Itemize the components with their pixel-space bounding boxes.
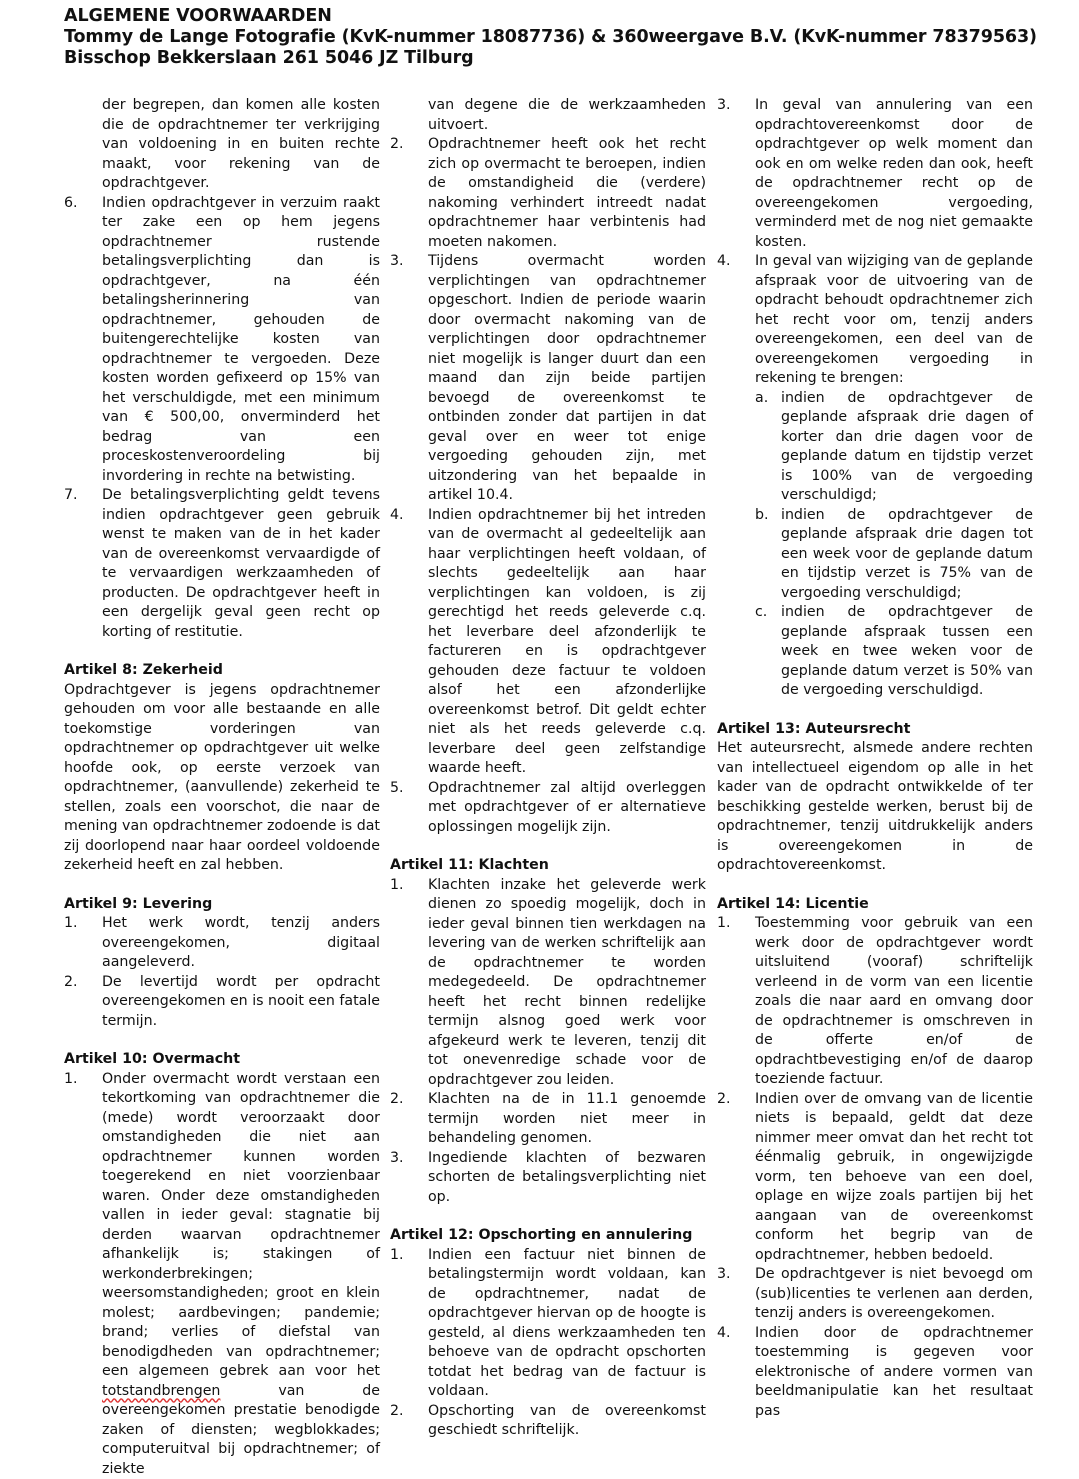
list-text: Klachten inzake het geleverde werk dienen zo spoedig mogelijk, doch in ieder geval binnen tien werkdagen na levering van de werken schriftelijk aan de opdrachtnemer te worden medegedeeld. De opdrachtnemer heeft het recht binnen redelijke termijn alsnog goed werk voor afgekeurd werk te leveren, tenzij dit tot onevenredige schade voor de opdrachtgever zou leiden. [428, 876, 706, 1091]
list-item [717, 1324, 1033, 1422]
sub-list-letter: b. [755, 506, 781, 604]
list-item [390, 252, 706, 506]
list-item [390, 1402, 706, 1441]
column-1 [64, 96, 380, 1479]
list-item [64, 1070, 380, 1479]
article-12-heading: Artikel 12: Opschorting en annulering [390, 1226, 706, 1246]
list-item [717, 1265, 1033, 1324]
list-number: 2. [64, 973, 102, 1032]
list-text: Indien opdrachtgever in verzuim raakt ter zake een op hem jegens opdrachtnemer rustende betalingsverplichting dan is opdrachtgever, na één betalingsherinnering van opdrachtnemer, gehouden de buitengerechtelijke kosten van opdrachtnemer te vergoeden. Deze kosten worden gefixeerd op 15% van het verschuldigde, met een minimum van € 500,00, onverminderd het bedrag van een proceskostenveroordeling bij invordering in rechte na betwisting. [102, 194, 380, 487]
list-item [717, 252, 1033, 389]
sub-list-letter: c. [755, 603, 781, 701]
column-3 [717, 96, 1033, 1421]
column-2 [390, 96, 706, 1441]
list-item [64, 194, 380, 487]
continued-text: van degene die de werkzaamheden uitvoert. [390, 96, 706, 135]
list-item [717, 914, 1033, 1090]
continued-text: der begrepen, dan komen alle kosten die de opdrachtnemer ter verkrijging van voldoening in en buiten rechte maakt, voor rekening van de opdrachtgever. [64, 96, 380, 194]
list-number: 4. [390, 506, 428, 779]
sub-list-letter: a. [755, 389, 781, 506]
list-number: 3. [390, 252, 428, 506]
list-text: Indien over de omvang van de licentie niets is bepaald, geldt dat deze nimmer meer omvat dan het recht tot éénmalig gebruik, in ongewijzigde vorm, ten behoeve van een doel, oplage en wijze zoals partijen bij het aangaan van de overeenkomst conform het begrip van de opdrachtnemer, hebben bedoeld. [755, 1090, 1033, 1266]
article-8-heading: Artikel 8: Zekerheid [64, 661, 380, 681]
list-text: Klachten na de in 11.1 genoemde termijn worden niet meer in behandeling genomen. [428, 1090, 706, 1149]
document-title: ALGEMENE VOORWAARDEN [64, 6, 1064, 27]
list-number: 5. [390, 779, 428, 838]
list-number: 1. [717, 914, 755, 1090]
list-number: 2. [717, 1090, 755, 1266]
list-item [390, 1149, 706, 1208]
document-header [64, 6, 1064, 69]
list-text: Opdrachtnemer heeft ook het recht zich op overmacht te beroepen, indien de omstandigheid die (verdere) nakoming verhindert intreedt nadat opdrachtnemer haar verbintenis had moeten nakomen. [428, 135, 706, 252]
list-number: 1. [64, 1070, 102, 1479]
list-item [64, 973, 380, 1032]
list-item [390, 1246, 706, 1402]
company-line: Tommy de Lange Fotografie (KvK-nummer 18087736) & 360weergave B.V. (KvK-nummer 78379563) [64, 27, 1064, 48]
list-number: 1. [390, 876, 428, 1091]
address-line: Bisschop Bekkerslaan 261 5046 JZ Tilburg [64, 48, 1064, 69]
list-text: Toestemming voor gebruik van een werk door de opdrachtgever wordt uitsluitend (vooraf) schriftelijk verleend in de vorm van een licentie zoals die naar aard en omvang door de opdrachtnemer is omschreven in de offerte en/of de opdrachtbevestiging en/of de daarop toeziende factuur. [755, 914, 1033, 1090]
list-number: 7. [64, 486, 102, 642]
article-10-heading: Artikel 10: Overmacht [64, 1050, 380, 1070]
list-item [64, 486, 380, 642]
list-text: Opdrachtnemer zal altijd overleggen met opdrachtgever of er alternatieve oplossingen mogelijk zijn. [428, 779, 706, 838]
sub-list-item [717, 506, 1033, 604]
list-number: 3. [717, 1265, 755, 1324]
list-text [102, 1070, 380, 1479]
list-text: Indien door de opdrachtnemer toestemming is gegeven voor elektronische of andere vormen van beeldmanipulatie kan het resultaat pas [755, 1324, 1033, 1422]
list-number: 2. [390, 1402, 428, 1441]
list-number: 3. [717, 96, 755, 252]
list-text: De betalingsverplichting geldt tevens indien opdrachtgever geen gebruik wenst te maken van de in het kader van de overeenkomst vervaardigde of te vervaardigen werkzaamheden of producten. De opdrachtgever heeft in een dergelijk geval geen recht op korting of restitutie. [102, 486, 380, 642]
sub-list-text: indien de opdrachtgever de geplande afspraak drie dagen tot een week voor de geplande datum en tijdstip verzet is 75% van de vergoeding verschuldigd; [781, 506, 1033, 604]
spellcheck-word[interactable]: totstandbrengen [102, 1383, 220, 1399]
list-item [390, 779, 706, 838]
list-item [64, 914, 380, 973]
sub-list-text: indien de opdrachtgever de geplande afspraak drie dagen of korter dan drie dagen voor de geplande datum en tijdstip verzet is 100% van de vergoeding verschuldigd; [781, 389, 1033, 506]
sub-list-text: indien de opdrachtgever de geplande afspraak tussen een week en twee weken voor de geplande datum verzet is 50% van de vergoeding verschuldigd. [781, 603, 1033, 701]
list-text: In geval van wijziging van de geplande afspraak voor de uitvoering van de opdracht behoudt opdrachtnemer zich het recht voor om, tenzij anders overeengekomen, een deel van de overeengekomen vergoeding in rekening te brengen: [755, 252, 1033, 389]
article-11-heading: Artikel 11: Klachten [390, 856, 706, 876]
list-number: 4. [717, 252, 755, 389]
list-text: De opdrachtgever is niet bevoegd om (sub)licenties te verlenen aan derden, tenzij anders is overeengekomen. [755, 1265, 1033, 1324]
list-number: 2. [390, 135, 428, 252]
list-number: 1. [390, 1246, 428, 1402]
list-number: 3. [390, 1149, 428, 1208]
list-text: Indien opdrachtnemer bij het intreden van de overmacht al gedeeltelijk aan haar verplichtingen heeft voldaan, of slechts gedeeltelijk aan haar verplichtingen kan voldoen, is zij gerechtigd het reeds geleverde c.q. het leverbare deel afzonderlijk te factureren en is opdrachtgever gehouden deze factuur te voldoen alsof het een afzonderlijke overeenkomst betrof. Dit geldt echter niet als het reeds geleverde c.q. leverbare deel geen zelfstandige waarde heeft. [428, 506, 706, 779]
list-item [390, 1090, 706, 1149]
article-14-heading: Artikel 14: Licentie [717, 895, 1033, 915]
list-number: 6. [64, 194, 102, 487]
list-number: 4. [717, 1324, 755, 1422]
list-text: De levertijd wordt per opdracht overeengekomen en is nooit een fatale termijn. [102, 973, 380, 1032]
sub-list-item [717, 603, 1033, 701]
article-8-text: Opdrachtgever is jegens opdrachtnemer gehouden om voor alle bestaande en alle toekomstige vorderingen van opdrachtnemer op opdrachtgever uit welke hoofde ook, op eerste verzoek van opdrachtnemer, (aanvullende) zekerheid te stellen, zoals een voorschot, die naar de mening van opdrachtnemer zodoende is dat zij doorlopend naar haar oordeel voldoende zekerheid heeft en zal hebben. [64, 681, 380, 876]
sub-list-item [717, 389, 1033, 506]
list-text: In geval van annulering van een opdrachtovereenkomst door de opdrachtgever op welk moment dan ook en om welke reden dan ook, heeft de opdrachtnemer recht op de overeengekomen vergoeding, verminderd met de nog niet gemaakte kosten. [755, 96, 1033, 252]
list-text: Indien een factuur niet binnen de betalingstermijn wordt voldaan, kan de opdrachtnemer, nadat de opdrachtgever hiervan op de hoogte is gesteld, al diens werkzaamheden ten behoeve van de opdracht opschorten totdat het bedrag van de factuur is voldaan. [428, 1246, 706, 1402]
list-number: 2. [390, 1090, 428, 1149]
list-text: Het werk wordt, tenzij anders overeengekomen, digitaal aangeleverd. [102, 914, 380, 973]
list-item [717, 1090, 1033, 1266]
list-item [390, 506, 706, 779]
article-9-heading: Artikel 9: Levering [64, 895, 380, 915]
list-item [717, 96, 1033, 252]
list-text: Tijdens overmacht worden verplichtingen van opdrachtnemer opgeschort. Indien de periode waarin door overmacht nakoming van de verplichtingen door opdrachtnemer niet mogelijk is langer duurt dan een maand dan zijn beide partijen bevoegd de overeenkomst te ontbinden zonder dat partijen in dat geval over en weer tot enige vergoeding gehouden zijn, met uitzondering van het bepaalde in artikel 10.4. [428, 252, 706, 506]
article-13-text: Het auteursrecht, alsmede andere rechten van intellectueel eigendom op alle in het kader van de opdracht ontwikkelde of ter beschikking gestelde werken, berust bij de opdrachtnemer, tenzij uitdrukkelijk anders is overeengekomen in de opdrachtovereenkomst. [717, 739, 1033, 876]
list-text: Ingediende klachten of bezwaren schorten de betalingsverplichting niet op. [428, 1149, 706, 1208]
list-text-part: Onder overmacht wordt verstaan een tekortkoming van opdrachtnemer die (mede) wordt veroorzaakt door omstandigheden die niet aan opdrachtnemer kunnen worden toegerekend en niet voorzienbaar waren. Onder deze omstandigheden vallen in ieder geval: stagnatie bij derden waarvan opdrachtnemer afhankelijk is; stakingen of werkonderbrekingen; weersomstandigheden; groot en klein molest; aardbevingen; pandemie; brand; verlies of diefstal van benodigdheden van opdrachtnemer; een algemeen gebrek aan voor het [102, 1071, 380, 1380]
article-13-heading: Artikel 13: Auteursrecht [717, 720, 1033, 740]
list-item [390, 876, 706, 1091]
list-number: 1. [64, 914, 102, 973]
list-text-part: van de overeengekomen prestatie benodigde zaken of diensten; wegblokkades; computeruitval bij opdrachtnemer; of ziekte [102, 1383, 380, 1477]
list-item [390, 135, 706, 252]
list-text: Opschorting van de overeenkomst geschiedt schriftelijk. [428, 1402, 706, 1441]
